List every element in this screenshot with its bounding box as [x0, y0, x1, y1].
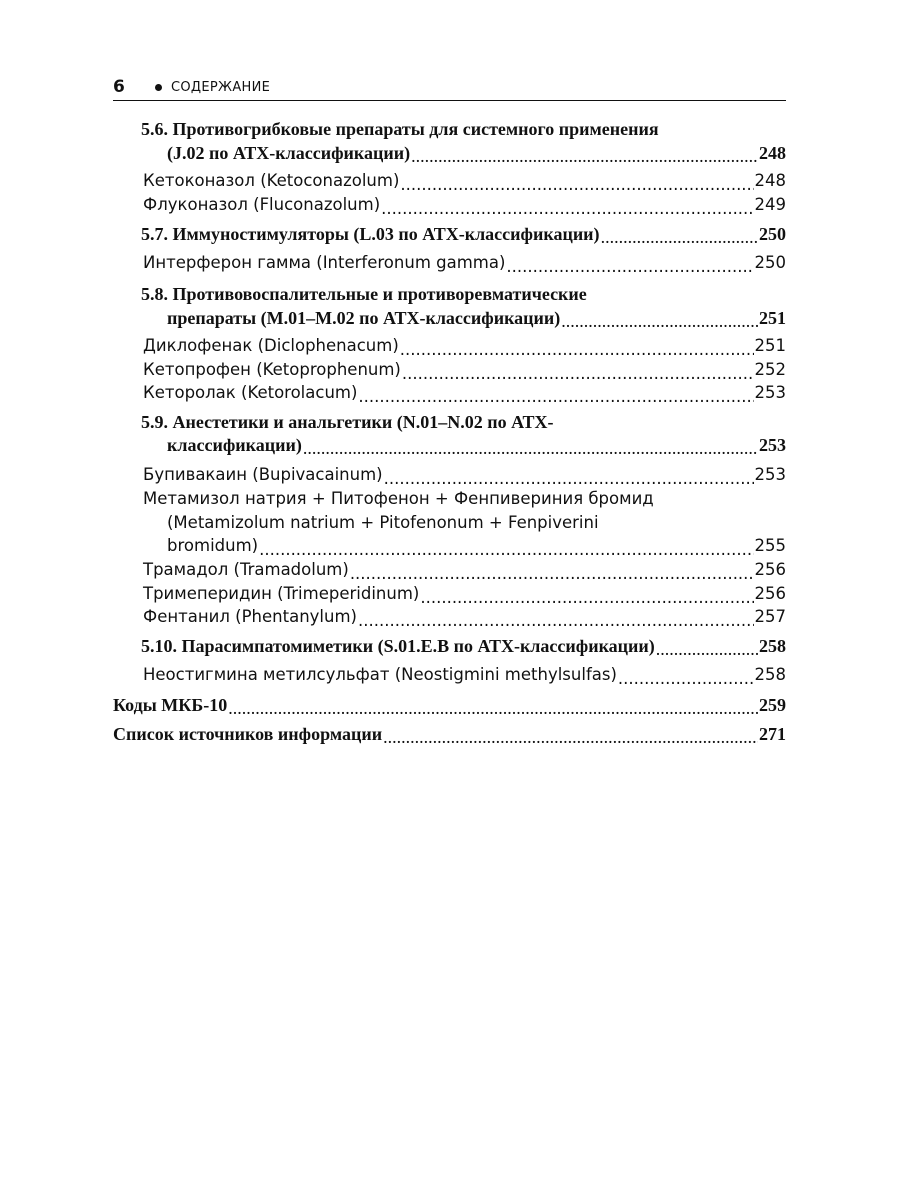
leader-dots — [561, 312, 758, 330]
toc-page-number: 250 — [754, 253, 786, 272]
toc-entry-metamizole[interactable] — [167, 534, 786, 558]
toc-entry-diclofenac[interactable] — [143, 334, 786, 358]
toc-entry-bupivacaine[interactable] — [143, 463, 786, 487]
toc-entry-title: Тримеперидин (Trimeperidinum) — [143, 584, 420, 603]
toc-page-number: 258 — [759, 636, 786, 656]
toc-entry-title: Фентанил (Phentanylum) — [143, 607, 357, 626]
toc-page-number: 253 — [759, 435, 786, 455]
toc-entry-ketoconazole[interactable] — [143, 169, 786, 193]
toc-entry-metamizole-line2[interactable]: (Metamizolum natrium + Pitofenonum + Fenpiverini — [167, 513, 599, 532]
leader-dots — [384, 471, 754, 488]
toc-entry-title: Диклофенак (Diclophenacum) — [143, 336, 399, 355]
toc-page-number: 248 — [754, 171, 786, 190]
page-number: 6 — [113, 77, 125, 97]
toc-page-number: 251 — [754, 336, 786, 355]
toc-entry-tramadol[interactable] — [143, 558, 786, 582]
toc-heading-5-7[interactable] — [141, 222, 786, 246]
toc-heading-5-10[interactable] — [141, 634, 786, 658]
toc-heading-5-8-line1[interactable]: 5.8. Противовоспалительные и противоревматические — [141, 284, 587, 304]
leader-dots — [383, 728, 758, 746]
leader-dots — [411, 147, 758, 165]
toc-heading-5-6-line1[interactable]: 5.6. Противогрибковые препараты для системного применения — [141, 119, 659, 139]
toc-heading-5-8[interactable] — [167, 306, 786, 330]
toc-entry-title: Кеторолак (Ketorolacum) — [143, 383, 358, 402]
toc-page-number: 259 — [759, 695, 786, 715]
toc-page-number: 252 — [754, 360, 786, 379]
toc-page-number: 253 — [754, 383, 786, 402]
toc-chapter-sources[interactable] — [113, 722, 786, 746]
leader-dots — [656, 640, 758, 658]
toc-entry-title: Флуконазол (Fluconazolum) — [143, 195, 381, 214]
leader-dots — [400, 342, 754, 359]
toc-page-number: 248 — [759, 143, 786, 163]
toc-page-number: 271 — [759, 724, 786, 744]
toc-heading-title: 5.10. Парасимпатомиметики (S.01.E.B по АТХ-классификации) — [141, 636, 655, 656]
toc-entry-title: Кетоконазол (Ketoconazolum) — [143, 171, 400, 190]
toc-entry-neostigmine[interactable] — [143, 663, 786, 687]
toc-heading-title: 5.7. Иммуностимуляторы (L.03 по АТХ-классификации) — [141, 224, 600, 244]
leader-dots — [618, 671, 754, 688]
toc-heading-5-9[interactable] — [167, 433, 786, 457]
toc-chapter-icd10[interactable] — [113, 693, 786, 717]
toc-entry-title: Интерферон гамма (Interferonum gamma) — [143, 253, 506, 272]
leader-dots — [400, 177, 753, 194]
leader-dots — [601, 228, 758, 246]
leader-dots — [420, 590, 753, 607]
toc-chapter-title: Коды МКБ-10 — [113, 695, 228, 715]
leader-dots — [259, 542, 753, 559]
toc-entry-metamizole-line1[interactable]: Метамизол натрия + Питофенон + Фенпивериния бромид — [143, 489, 654, 508]
toc-entry-trimeperidine[interactable] — [143, 582, 786, 606]
toc-entry-ketoprofen[interactable] — [143, 358, 786, 382]
toc-entry-title: Кетопрофен (Ketoprophenum) — [143, 360, 401, 379]
toc-heading-5-6[interactable] — [167, 141, 786, 165]
leader-dots — [358, 389, 753, 406]
toc-page-number: 256 — [754, 584, 786, 603]
toc-entry-title: Трамадол (Tramadolum) — [143, 560, 349, 579]
toc-entry-title: Бупивакаин (Bupivacainum) — [143, 465, 383, 484]
leader-dots — [303, 439, 758, 457]
toc-page-number: 257 — [754, 607, 786, 626]
toc-page-number: 250 — [759, 224, 786, 244]
toc-entry-title: Неостигмина метилсульфат (Neostigmini methylsulfas) — [143, 665, 617, 684]
leader-dots — [350, 566, 754, 583]
toc-heading-5-8-line2: препараты (М.01–М.02 по АТХ-классификации) — [167, 308, 561, 328]
toc-entry-fluconazole[interactable] — [143, 193, 786, 217]
leader-dots — [381, 201, 753, 218]
toc-heading-5-9-line2: классификации) — [167, 435, 302, 455]
toc-page-number: 256 — [754, 560, 786, 579]
toc-entry-interferon-gamma[interactable] — [143, 251, 786, 275]
toc-page-number: 258 — [754, 665, 786, 684]
toc-page-number: 251 — [759, 308, 786, 328]
leader-dots — [228, 699, 758, 717]
toc-entry-ketorolac[interactable] — [143, 381, 786, 405]
toc-entry-fentanyl[interactable] — [143, 605, 786, 629]
toc-page-number: 255 — [754, 536, 786, 555]
toc-heading-5-6-line2: (J.02 по АТХ-классификации) — [167, 143, 411, 163]
leader-dots — [358, 613, 754, 630]
leader-dots — [402, 366, 754, 383]
toc-page-number: 249 — [754, 195, 786, 214]
toc-page-number: 253 — [754, 465, 786, 484]
toc-chapter-title: Список источников информации — [113, 724, 383, 744]
toc-entry-title: bromidum) — [167, 536, 259, 555]
leader-dots — [506, 259, 753, 276]
header-section-title: СОДЕРЖАНИЕ — [171, 80, 271, 95]
toc-heading-5-9-line1[interactable]: 5.9. Анестетики и анальгетики (N.01–N.02 по АТХ- — [141, 412, 554, 432]
